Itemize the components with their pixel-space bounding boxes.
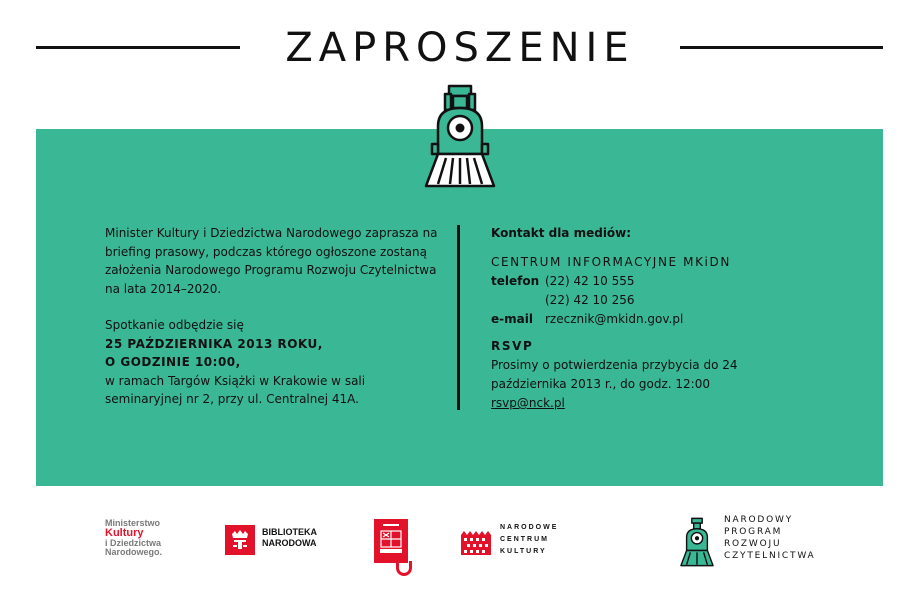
partner-logos	[0, 505, 920, 585]
email-label: e-mail	[491, 312, 533, 326]
bn-line-2: NARODOWA	[262, 538, 317, 548]
rsvp-email-link[interactable]: rsvp@nck.pl	[491, 396, 565, 410]
contact-heading: Kontakt dla mediów:	[491, 226, 632, 240]
bn-line-1: BIBLIOTEKA	[262, 527, 317, 537]
meeting-intro: Spotkanie odbędzie się	[105, 318, 244, 332]
train-small-icon[interactable]	[680, 516, 714, 568]
nprc-logo	[724, 514, 815, 562]
contact-block	[491, 224, 851, 413]
title-rule-left	[36, 46, 240, 49]
mkidn-line-3: i Dziedzictwa	[105, 538, 162, 548]
nck-pattern-icon[interactable]	[459, 523, 493, 557]
invitation-intro: Minister Kultury i Dziedzictwa Narodowego zaprasza na briefing prasowy, podczas którego ogłoszone zostaną założenia Narodowego Programu Rozwoju Czytelnictwa na lata 2014–2020.	[105, 226, 438, 296]
phone-row-2	[491, 291, 851, 310]
title-bar	[0, 18, 920, 78]
meeting-time: O GODZINIE 10:00,	[105, 355, 241, 369]
nprc-line-4: CZYTELNICTWA	[724, 551, 816, 561]
phone-number-1[interactable]: (22) 42 10 555	[545, 274, 635, 288]
column-divider	[457, 225, 460, 410]
meeting-place: w ramach Targów Książki w Krakowie w sali seminaryjnej nr 2, przy ul. Centralnej 41A.	[105, 373, 366, 406]
nprc-line-3: ROZWOJU	[724, 539, 782, 549]
mkidn-line-1: Ministerstwo	[105, 518, 161, 528]
meeting-date: 25 PAŹDZIERNIKA 2013 ROKU,	[105, 336, 323, 351]
eagle-crown-icon	[225, 525, 255, 555]
email-link[interactable]: rzecznik@mkidn.gov.pl	[545, 312, 684, 326]
phone-label: telefon	[491, 274, 540, 288]
contact-org: CENTRUM INFORMACYJNE MKiDN	[491, 255, 731, 269]
nck-line-2: CENTRUM	[500, 536, 549, 543]
mkidn-logo[interactable]	[105, 519, 185, 557]
nprc-line-2: PROGRAM	[724, 527, 783, 537]
nck-logo	[500, 522, 558, 558]
title-rule-right	[680, 46, 883, 49]
email-row	[491, 310, 851, 329]
rsvp-heading: RSVP	[491, 339, 534, 353]
train-icon	[424, 84, 496, 188]
nprc-line-1: NARODOWY	[724, 515, 794, 525]
phone-number-2[interactable]: (22) 42 10 256	[545, 293, 635, 307]
mkidn-line-2: Kultury	[105, 527, 144, 539]
book-fair-icon[interactable]	[374, 519, 408, 563]
mkidn-line-4: Narodowego.	[105, 547, 163, 557]
invitation-text	[105, 224, 445, 409]
bn-logo[interactable]	[262, 527, 317, 549]
book-fair-hook	[396, 561, 412, 576]
rsvp-text: Prosimy o potwierdzenia przybycia do 24 października 2013 r., do godz. 12:00	[491, 358, 738, 391]
nck-line-3: KULTURY	[500, 548, 547, 555]
page-title: ZAPROSZENIE	[285, 25, 635, 71]
nck-line-1: NARODOWE	[500, 524, 559, 531]
phone-row-1	[491, 272, 851, 291]
